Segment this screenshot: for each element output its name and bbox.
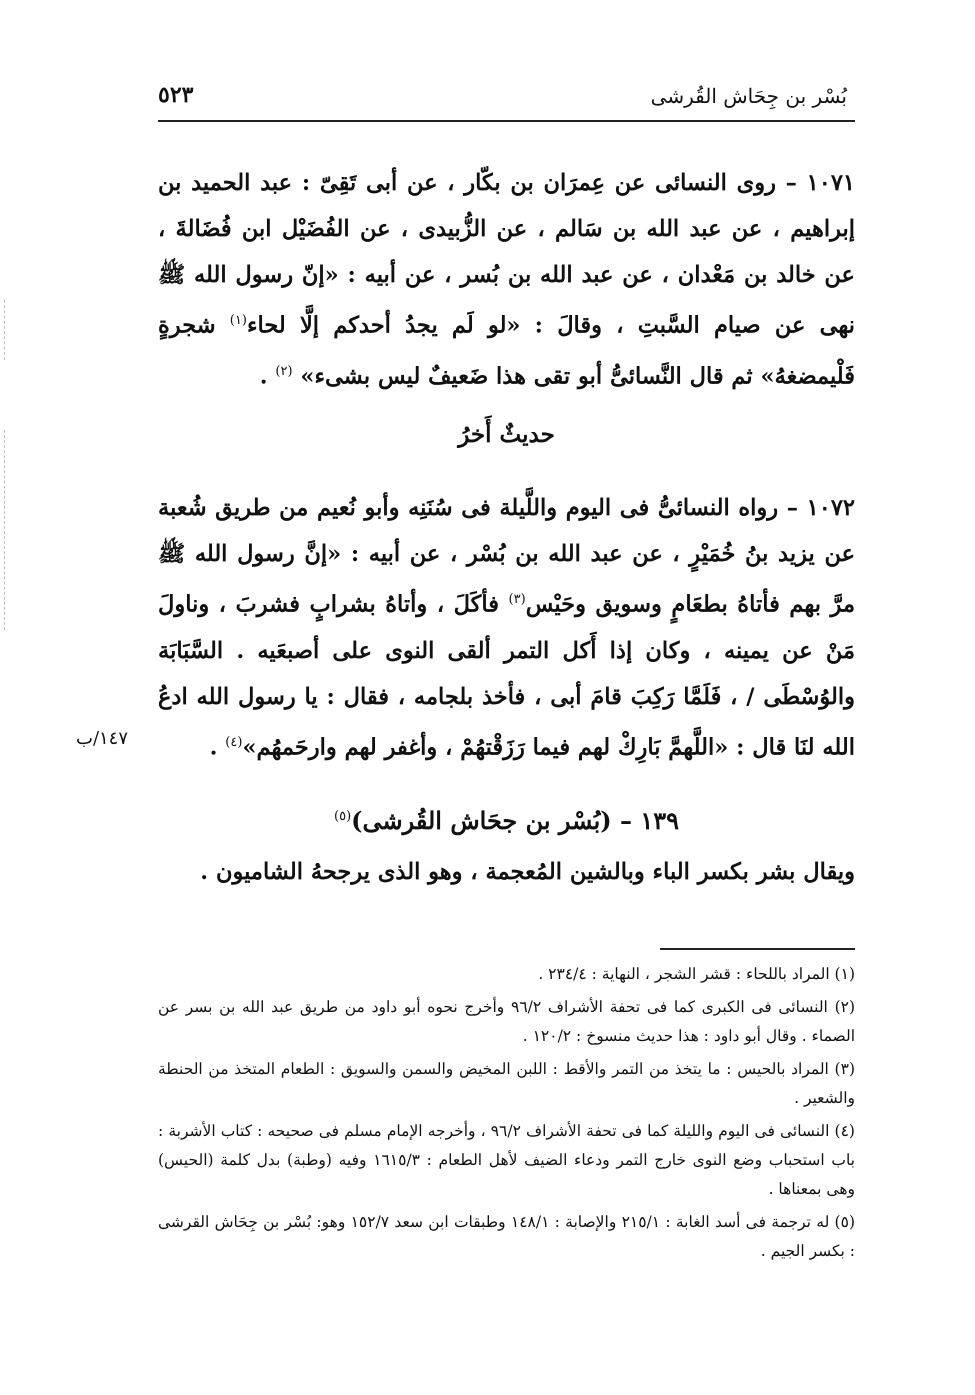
hadith-1071-text-b: شجرةٍ فَلْيمضغهُ» ثم قال النَّسائىُّ أبو تقى هذا ضَعيفٌ ليس بشىء»	[158, 312, 855, 389]
main-text	[158, 160, 855, 894]
scan-edge-mark	[4, 300, 5, 360]
footnote-separator	[660, 948, 855, 950]
manuscript-folio-note: ١٤٧/ب	[76, 728, 129, 749]
footnote: (٤) النسائى فى اليوم والليلة كما فى تحفة الأشراف ٩٦/٢ ، وأخرجه الإمام مسلم فى صحيحه : كتاب الأشربة : باب استحباب وضع النوى خارج التمر ودعاء الضيف لأهل الطعام : ١٦١٥/٣ وفيه (وطبة) بدل كلمة (الحيس) وهى بمعناها .	[158, 1122, 855, 1198]
footnote: (٥) له ترجمة فى أسد الغابة : ٢١٥/١ والإصابة : ١٤٨/١ وطبقات ابن سعد ١٥٢/٧ وهو: بُسْر بن جِحَاش القرشى : بكسر الجيم .	[158, 1213, 855, 1260]
hadith-1071-text: ١٠٧١ – روى النسائى عن عِمرَان بن بكّار ، عن أبى تَقِىّ : عبد الحميد بن إبراهيم ، عن عبد الله بن سَالم ، عن الزُّبيدى ، عن الفُضَيْل ابن فُضَالةَ ، عن خالد بن مَعْدان ، عن عبد الله بن بُسر ، عن أبيه : «إنّ رسول الله ﷺ نهى عن صيام السَّبتِ ، وقالَ : «لو لَم يجدُ أحدكم إلَّا لحاء	[158, 170, 855, 339]
subheading: حديثٌ أَخرُ	[458, 421, 555, 448]
hadith-1071-end: .	[259, 363, 276, 389]
biography-line: ويقال بشر بكسر الباء وبالشين المُعجمة ، وهو الذى يرجحهُ الشاميون .	[200, 859, 855, 885]
footnote: (٢) النسائى فى الكبرى كما فى تحفة الأشراف ٩٦/٢ وأخرج نحوه أبو داود من طريق عبد الله بن بسر عن الصماء . وقال أبو داود : هذا حديث منسوخ : ١٢٠/٢ .	[158, 998, 856, 1045]
page-number: ٥٢٣	[158, 82, 194, 108]
footnote: (٣) المراد بالحيس : ما يتخذ من التمر والأقط : اللبن المخيض والسمن والسويق : الطعام المتخذ من الحنطة والشعير .	[158, 1060, 855, 1107]
footnotes	[158, 960, 855, 1270]
footnote-ref-4: (٤)	[225, 734, 243, 750]
footnote-ref-5: (٥)	[334, 809, 352, 824]
footnote: (١) المراد باللحاء : قشر الشجر ، النهاية : ٢٣٤/٤ .	[538, 965, 855, 983]
biography-heading	[158, 796, 855, 842]
running-title: بُسْر بن جِحَاش القُرشى	[650, 84, 847, 108]
footnote-ref-3: (٣)	[508, 592, 526, 607]
footnote-ref-1: (١)	[229, 313, 247, 328]
hadith-1072-text-b: فأكَلَ ، وأتاهُ بشرابٍ فشربَ ، وناولَ مَنْ عن يمينه ، وكان إذا أَكل التمر ألقى النوى على أصبعَيه . السَّبَابَة والوُسْطَى / ، فَلَمَّا رَكِبَ قامَ أبى ، فأخذ بلجامه ، فقال : يا رسول الله ادعُ الله لنَا قال : «اللَّهمَّ بَارِكْ لهم فيما رَزَقْتهُمْ ، وأغفر لهم وارحَمهُم»	[158, 591, 855, 760]
hadith-1072-end: .	[209, 734, 226, 760]
hadith-1071	[158, 160, 855, 399]
hadith-1072	[158, 485, 855, 770]
footnote-ref-2: (٢)	[275, 363, 293, 379]
scan-edge-mark	[4, 430, 5, 630]
running-header	[158, 80, 855, 122]
hadith-1072-text-a: ١٠٧٢ – رواه النسائىُّ فى اليوم واللَّيلة فى سُنَنِه وأبو نُعيم من طريق شُعبة عن يزيد بنُ خُمَيْرٍ ، عن عبد الله بن بُسْر ، عن أبيه : «إنَّ رسول الله ﷺ مرَّ بهم فأتاهُ بطعَامٍ وسويق وحَيْس	[158, 495, 855, 618]
biography-title: ١٣٩ – (بُسْر بن جحَاش القُرشى)	[351, 806, 679, 835]
